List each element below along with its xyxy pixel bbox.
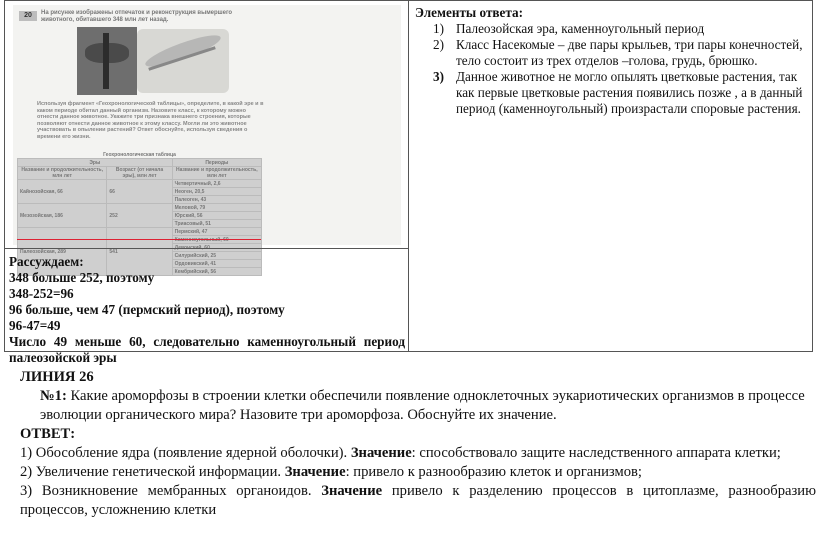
answer-keyword: Значение: [321, 483, 383, 499]
table-header-eras: Эры: [18, 159, 173, 167]
item-text: Класс Насекомые – две пары крыльев, три пары конечностей, тело состоит из трех отделов –голова, грудь, брюшко.: [456, 37, 803, 68]
period-cell: Кембрийский, 56: [172, 268, 261, 276]
answer-rest: : способствовало защите наследственного аппарата клетки;: [411, 445, 781, 461]
table-subheader: Название и продолжительность, млн лет: [172, 167, 261, 180]
scan-question-text: На рисунке изображены отпечаток и реконструкция вымершего животного, обитавшего 348 млн лет назад.: [41, 10, 233, 23]
table-caption: Геохронологическая таблица: [103, 151, 176, 158]
answer-rest: привело к разделению процессов в цитоплазме, разнообразию процессов, усложнению клетки: [20, 483, 816, 518]
item-text: Данное животное не могло опылять цветковые растения, так как первые цветковые растения появились позже , а в данный период (каменноугольный) произрастали споровые растения.: [456, 69, 803, 116]
reasoning-line: 348 больше 252, поэтому: [9, 270, 155, 285]
period-cell: Силурийский, 25: [172, 252, 261, 260]
answer-keyword: Значение: [350, 445, 412, 461]
reasoning-heading: Рассуждаем:: [9, 254, 84, 269]
section-heading: ЛИНИЯ 26: [20, 369, 94, 385]
age-cell: 252: [107, 204, 172, 228]
age-cell: 541: [107, 228, 172, 276]
answer-prefix: 3) Возникновение мембранных органоидов.: [20, 483, 322, 499]
period-cell: Пермский, 47: [172, 228, 261, 236]
answer-prefix: 2) Увеличение генетической информации.: [20, 464, 285, 480]
reasoning-line: 96 больше, чем 47 (пермский период), поэтому: [9, 302, 285, 317]
age-cell: 66: [107, 180, 172, 204]
answer-line-3: [0, 482, 816, 520]
period-cell: Четвертичный, 2,6: [172, 180, 261, 188]
insect-reconstruction-image: [137, 29, 229, 93]
answer-keyword: Значение: [284, 464, 346, 480]
item-text: Палеозойская эра, каменноугольный период: [456, 21, 705, 36]
answer-elements-list: [415, 21, 811, 117]
period-cell: Меловой, 79: [172, 204, 261, 212]
reasoning-line: 348-252=96: [9, 286, 74, 301]
question-number: №1:: [40, 388, 67, 404]
item-number: 2): [433, 37, 444, 52]
answer-element-item: [415, 37, 811, 69]
period-cell: Неоген, 20,5: [172, 188, 261, 196]
reasoning-line: 96-47=49: [9, 318, 61, 333]
answer-elements-title: Элементы ответа:: [415, 5, 524, 20]
era-cell: Мезозойская, 186: [18, 204, 107, 228]
answer-line-2: [0, 463, 816, 482]
question-paragraph: [0, 387, 816, 425]
question-text: Какие ароморфозы в строении клетки обеспечили появление одноклеточных эукариотических организмов в процессе эволюции органического мира? Назовите три ароморфоза. Обоснуйте их значение.: [40, 388, 805, 423]
fossil-imprint-image: [77, 27, 137, 95]
table-subheader: Возраст (от начала эры), млн лет: [107, 167, 172, 180]
era-cell: Палеозойская, 289: [18, 228, 107, 276]
answer-elements-cell: [408, 0, 813, 352]
item-number: 3): [433, 69, 444, 84]
era-cell: Кайнозойская, 66: [18, 180, 107, 204]
answer-rest: : привело к разнообразию клеток и организмов;: [345, 464, 642, 480]
item-number: 1): [433, 21, 444, 36]
period-cell: Палеоген, 43: [172, 196, 261, 204]
answer-element-item: [415, 21, 811, 37]
reasoning-text: [9, 254, 405, 366]
period-cell: Юрский, 56: [172, 212, 261, 220]
period-cell: Триасовый, 51: [172, 220, 261, 228]
period-cell: Ордовикский, 41: [172, 260, 261, 268]
scan-body-text: Используя фрагмент «Геохронологической таблицы», определите, в какой эре и в каком периоде обитал данный организм. Назовите класс, к которому можно отнести данное животное. Укажите три признака внешнего строения, которые позволяют отнести данное животное к этому классу. Могли ли это животное участвовать в опылении растений? Ответ обоснуйте, используя сведения о времени его жизни.: [37, 101, 264, 140]
answer-element-item: [415, 69, 811, 117]
answer-elements: [415, 5, 811, 117]
line-26-section: [0, 368, 816, 520]
answer-label: ОТВЕТ:: [20, 426, 76, 442]
reasoning-conclusion: Число 49 меньше 60, следовательно каменноугольный период палеозойской эры: [9, 334, 405, 365]
red-underline: [17, 239, 261, 240]
period-cell: Девонский, 60: [172, 244, 261, 252]
table-subheader: Название и продолжительность, млн лет: [18, 167, 107, 180]
answer-line-1: [0, 444, 816, 463]
answer-prefix: 1) Обособление ядра (появление ядерной оболочки).: [20, 445, 351, 461]
question-number-badge: 20: [19, 11, 37, 21]
table-header-periods: Периоды: [172, 159, 261, 167]
reasoning-cell: [4, 248, 409, 365]
